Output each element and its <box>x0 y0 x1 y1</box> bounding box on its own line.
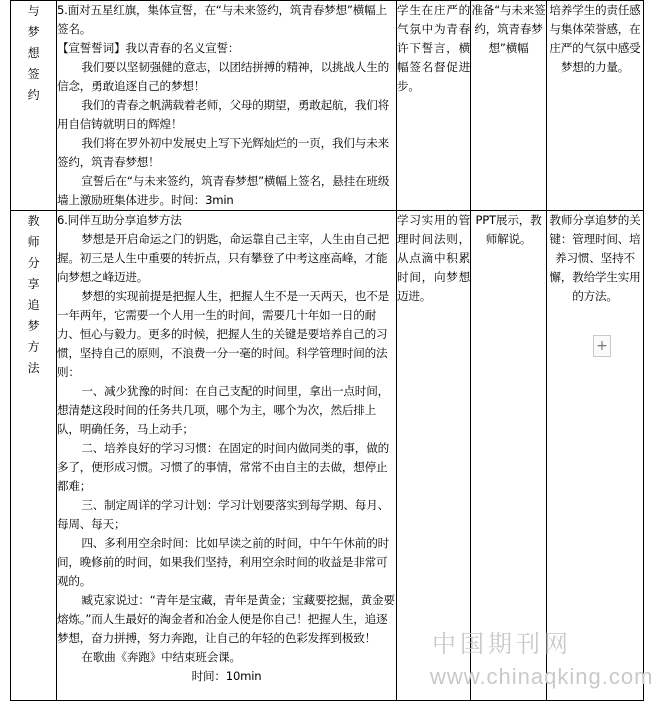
paragraph: 在歌曲《奔跑》中结束班会课。 <box>81 650 241 664</box>
stage-cell <box>11 1 57 211</box>
student-activity-cell: 学习实用的管理时间法则，从点滴中积累时间，向梦想迈进。 <box>397 211 471 701</box>
stage-label: 与 梦 想 签 约 <box>27 4 40 102</box>
paragraph: 一、减少犹豫的时间：在自己支配的时间里，拿出一点时间，想清楚这段时间的任务共几项，哪个为主，哪个为次，然后排上队，明确任务，马上动手； <box>57 384 389 436</box>
paragraph: 二、培养良好的学习习惯：在固定的时间内做同类的事，做的多了，便形成习惯。习惯了的事情，常常不由自主的去做，想停止都难； <box>57 441 389 493</box>
design-intent-cell: 教师分享追梦的关键：管理时间、培养习惯、坚持不懈，教给学生实用的方法。 <box>547 211 644 701</box>
student-activity-cell: 学生在庄严的气氛中为青春许下誓言，横幅签名督促进步。 <box>397 1 471 211</box>
stage-cell <box>11 211 57 701</box>
paragraph: 我们要以坚韧强健的意志，以团结拼搏的精神，以挑战人生的信念，勇敢追逐自己的梦想！ <box>57 60 389 93</box>
paragraph: 宣誓后在“与未来签约，筑青春梦想”横幅上签名，悬挂在班级墙上激励班集体进步。时间：3min <box>57 174 390 207</box>
stage-label: 教 师 分 享 追 梦 方 法 <box>27 214 40 375</box>
content-cell <box>57 1 397 211</box>
paragraph: 6.同伴互助分享追梦方法 <box>57 213 182 227</box>
paragraph: 臧克家说过：“青年是宝藏，青年是黄金；宝藏要挖掘，黄金要熔炼。”而人生最好的淘金者和冶金人便是你自己！把握人生，追逐梦想，奋力拼搏，努力奔跑，让自己的年轻的色彩发挥到极致！ <box>57 593 395 645</box>
paragraph: 【宣誓誓词】我以青春的名义宣誓： <box>57 41 240 55</box>
lesson-plan-table <box>10 0 644 701</box>
expand-plus-button[interactable]: + <box>593 335 611 357</box>
paragraph: 我们将在罗外初中发展史上写下光辉灿烂的一页，我们与未来签约，筑青春梦想！ <box>57 136 389 169</box>
teacher-activity-cell: 准备“与未来签约，筑青春梦想”横幅 <box>471 1 547 211</box>
paragraph: 梦想是开启命运之门的钥匙，命运靠自己主宰，人生由自己把握。初三是人生中重要的转折点，只有攀登了中考这座高峰，才能向梦想之峰迈进。 <box>57 232 389 284</box>
watermark-url: www.chinaqking.com <box>430 664 654 689</box>
paragraph: 三、制定周详的学习计划：学习计划要落实到每学期、每月、每周、每天； <box>57 498 389 531</box>
watermark-cn: 中国期刊网 <box>432 630 572 658</box>
time-note: 时间：10min <box>191 669 262 683</box>
table-row <box>11 1 644 211</box>
paragraph: 梦想的实现前提是把握人生，把握人生不是一天两天，也不是一年两年，它需要一个人用一生的时间，需要几十年如一日的耐力、恒心与毅力。更多的时候，把握人生的关键是要培养自己的习惯，坚持自己的原则，不浪费一分一毫的时间。科学管理时间的法则： <box>57 289 389 379</box>
content-cell <box>57 211 397 701</box>
design-intent-cell: 培养学生的责任感与集体荣誉感，在庄严的气氛中感受梦想的力量。 <box>547 1 644 211</box>
paragraph: 我们的青春之帆满载着老师，父母的期望，勇敢起航，我们将用自信铸就明日的辉煌！ <box>57 98 389 131</box>
paragraph: 5.面对五星红旗，集体宣誓，在“与未来签约，筑青春梦想”横幅上签名。 <box>57 3 387 36</box>
paragraph: 四、多利用空余时间：比如早读之前的时间，中午午休前的时间，晚修前的时间，如果我们坚持，利用空余时间的收益是非常可观的。 <box>57 536 389 588</box>
teacher-activity-cell: PPT展示，教师解说。 <box>471 211 547 701</box>
